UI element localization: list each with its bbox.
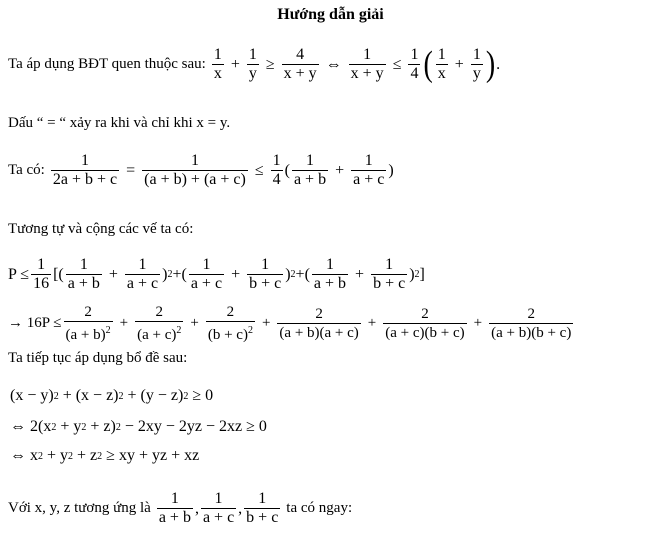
fraction: $\frac{1}{x}$ [437, 46, 446, 82]
fraction: $\frac{1}{4}$ [410, 46, 419, 82]
lemma-line-2: ⇔ 2(x 2 + y 2 + z) 2 − 2xy − 2yz − 2xz ≥ 0 [10, 418, 267, 435]
fraction: $\frac{1}{a + b}$ [293, 152, 327, 188]
fraction: $\frac{1}{4}$ [272, 152, 281, 188]
fraction: $\frac{2}{(a + b)^2}$ [65, 304, 111, 343]
lemma-line-3: ⇔ x 2 + y 2 + z 2 ≥ xy + yz + xz [10, 447, 200, 464]
equality-condition-text: Dấu “ = “ xảy ra khi và chỉ khi x = y. [8, 115, 231, 131]
fraction: $\frac{1}{a + b}$ [313, 256, 347, 292]
inequality-line-5: P ≤ $\frac{1}{16}$ [( $\frac{1}{a + b}$ + $\frac{1}{a + c}$ ) 2 +( $\frac{1}{a + c}$ + $\frac{1}{b + c}$ ) 2 +( $\frac{1}{a + b}$ + $\frac{1}{b + c}$ ) 2 ] [8, 256, 425, 292]
intro-text: Ta áp dụng BĐT quen thuộc sau: [8, 56, 206, 72]
summation-text: Tương tự và cộng các vế ta có: [8, 221, 194, 237]
fraction: $\frac{1}{b + c}$ [249, 256, 282, 292]
fraction: $\frac{1}{a + b}$ [67, 256, 100, 292]
fraction: $\frac{1}{x}$ [213, 46, 222, 82]
fraction: $\frac{1}{16}$ [33, 256, 50, 292]
fraction: $\frac{1}{y}$ [248, 46, 257, 82]
fraction: $\frac{4}{x + y}$ [283, 46, 317, 82]
fraction: $\frac{1}{a + b}$ [158, 490, 191, 526]
inequality-line-3: Ta có: $\frac{1}{2a + b + c}$ = $\frac{1}{(a + b) + (a + c)}$ ≤ $\frac{1}{4}$ ( $\frac{1}{a + b}$ + $\frac{1}{a + c}$ ) [8, 152, 394, 188]
fraction: $\frac{2}{(a + c)^2}$ [137, 304, 182, 343]
fraction: $\frac{1}{b + c}$ [373, 256, 406, 292]
page-title: Hướng dẫn giải [277, 6, 384, 23]
fraction: $\frac{1}{(a + b) + (a + c)}$ [144, 152, 246, 188]
fraction: $\frac{1}{y}$ [472, 46, 481, 82]
fraction: $\frac{2}{(a + b)(a + c)}$ [279, 306, 359, 341]
lemma-intro-text: Ta tiếp tục áp dụng bổ đề sau: [8, 350, 188, 366]
fraction: $\frac{1}{a + c}$ [353, 152, 385, 188]
lemma-line-1: (x − y) 2 + (x − z) 2 + (y − z) 2 ≥ 0 [10, 387, 214, 404]
fraction: $\frac{1}{a + c}$ [126, 256, 159, 292]
fraction: $\frac{2}{(a + b)(b + c)}$ [491, 306, 572, 341]
substitution-line: Với x, y, z tương ứng là $\frac{1}{a + b}$ , $\frac{1}{a + c}$ , $\frac{1}{b + c}$ ta có ngay: [8, 490, 353, 526]
fraction: $\frac{2}{(a + c)(b + c)}$ [385, 306, 465, 341]
fraction: $\frac{1}{a + c}$ [190, 256, 223, 292]
fraction: $\frac{2}{(b + c)^2}$ [207, 304, 253, 343]
inequality-line-1: Ta áp dụng BĐT quen thuộc sau: $\frac{1}{x}$ + $\frac{1}{y}$ ≥ $\frac{4}{x + y}$ ⇔ $\frac{1}{x + y}$ ≤ $\frac{1}{4}$ ( $\frac{1}{x}$ + $\frac{1}{y}$ ) . [8, 43, 501, 84]
fraction: $\frac{1}{a + c}$ [202, 490, 235, 526]
fraction: $\frac{1}{b + c}$ [246, 490, 279, 526]
fraction: $\frac{1}{2a + b + c}$ [52, 152, 118, 188]
inequality-line-6: → 16P ≤ $\frac{2}{(a + b)^2}$ + $\frac{2}{(a + c)^2}$ + $\frac{2}{(b + c)^2}$ + $\frac{2}{(a + b)(a + c)}$ + $\frac{2}{(a + c)(b + c)}$ + $\frac{2}{(a + b)(b + c)}$ [8, 304, 572, 343]
fraction: $\frac{1}{x + y}$ [350, 46, 384, 82]
